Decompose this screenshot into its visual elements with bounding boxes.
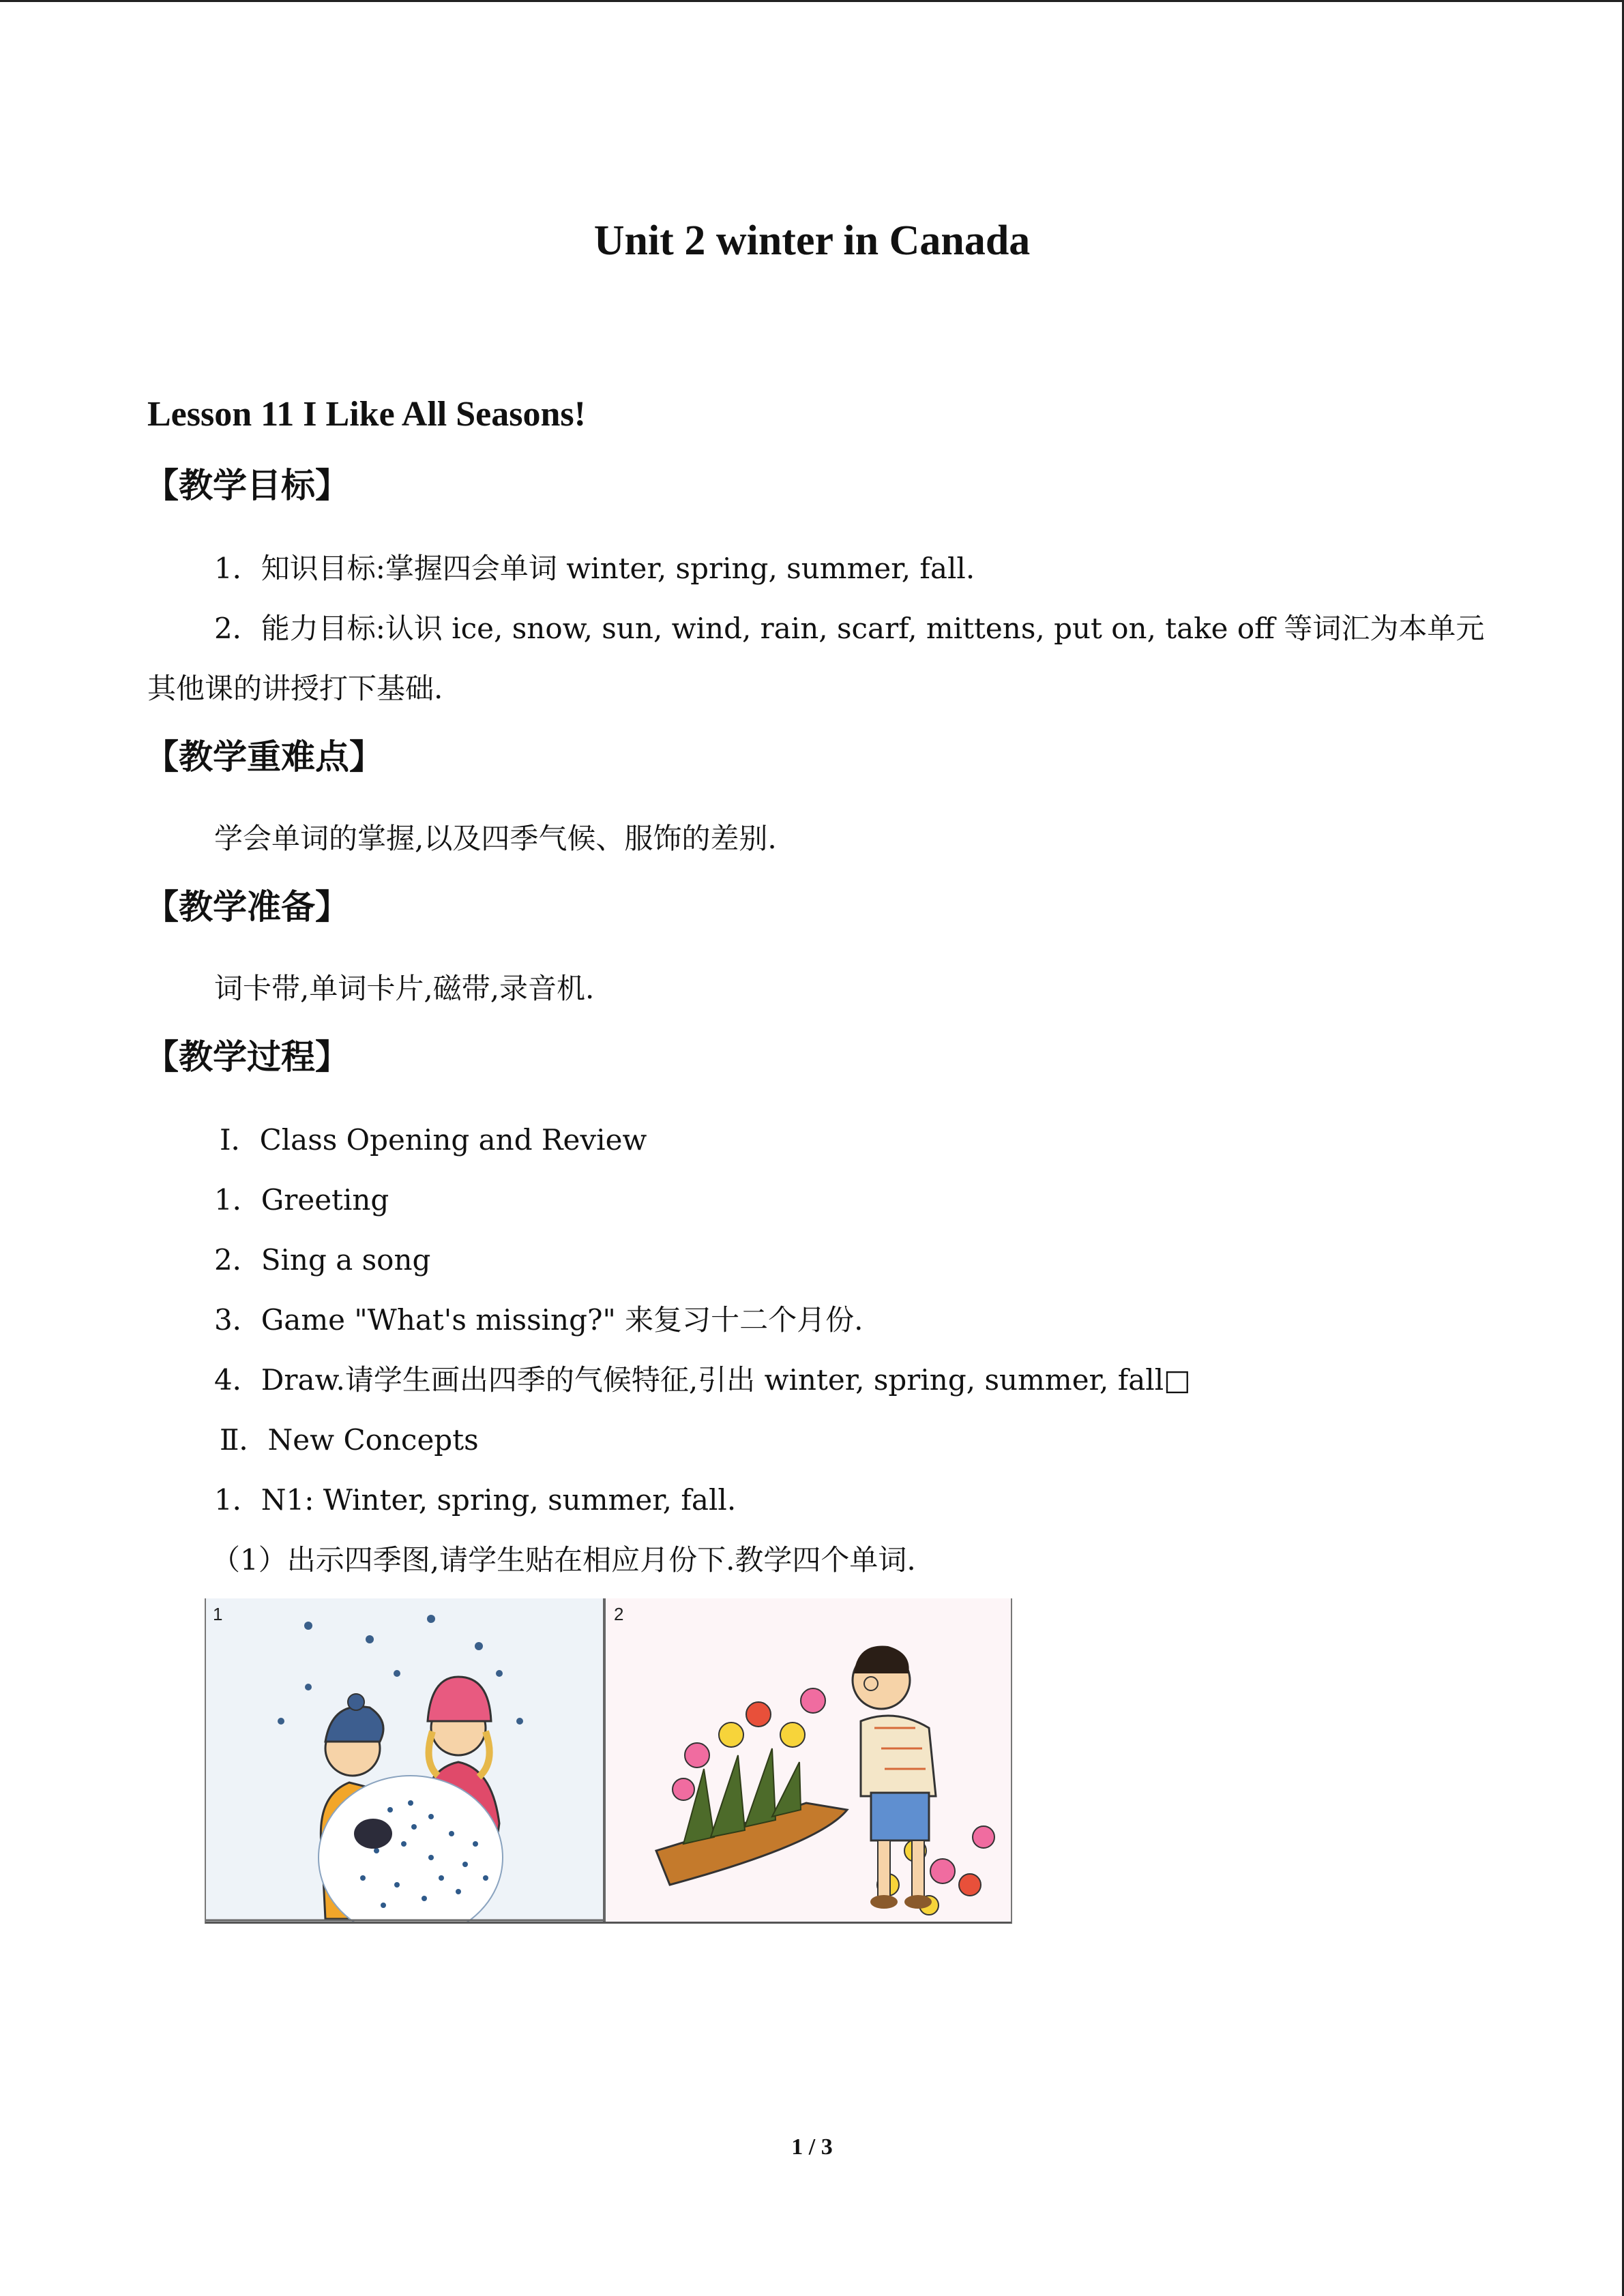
seasons-illustration <box>205 1598 1012 1924</box>
spring-panel <box>606 1598 1011 1922</box>
page-number: 1 / 3 <box>791 2134 833 2160</box>
lesson-title: Lesson 11 I Like All Seasons! <box>147 395 586 434</box>
goal-item-1: 1．知识目标:掌握四会单词 winter, spring, summer, fall. <box>214 552 975 585</box>
process-item: 1．Greeting <box>214 1183 389 1217</box>
panel-1-label: 1 <box>213 1604 223 1624</box>
process-item: 4．Draw.请学生画出四季的气候特征,引出 winter, spring, summer, fall□ <box>214 1363 1191 1397</box>
section-heading-goals: 【教学目标】 <box>145 466 349 505</box>
section-heading-preparation: 【教学准备】 <box>145 887 349 927</box>
goal-item-2-line-1: 2．能力目标:认识 ice, snow, sun, wind, rain, scarf, mittens, put on, take off 等词汇为本单元 <box>214 612 1485 645</box>
process-item: Ⅰ．Class Opening and Review <box>220 1123 647 1157</box>
goal-item-2-line-2: 其他课的讲授打下基础. <box>147 672 443 705</box>
process-item: Ⅱ．New Concepts <box>220 1423 479 1457</box>
section-heading-key-points: 【教学重难点】 <box>145 737 383 777</box>
key-points-text: 学会单词的掌握,以及四季气候、服饰的差别. <box>214 822 777 855</box>
process-item: 1．N1: Winter, spring, summer, fall. <box>214 1483 737 1517</box>
preparation-text: 词卡带,单词卡片,磁带,录音机. <box>214 972 595 1005</box>
process-item: （1）出示四季图,请学生贴在相应月份下.教学四个单词. <box>211 1543 916 1577</box>
process-item: 3．Game "What's missing?" 来复习十二个月份. <box>214 1303 863 1337</box>
document-title: Unit 2 winter in Canada <box>593 218 1031 264</box>
panel-2-label: 2 <box>614 1604 624 1624</box>
winter-panel <box>206 1598 603 1922</box>
section-heading-process: 【教学过程】 <box>145 1037 349 1077</box>
process-item: 2．Sing a song <box>214 1243 431 1277</box>
